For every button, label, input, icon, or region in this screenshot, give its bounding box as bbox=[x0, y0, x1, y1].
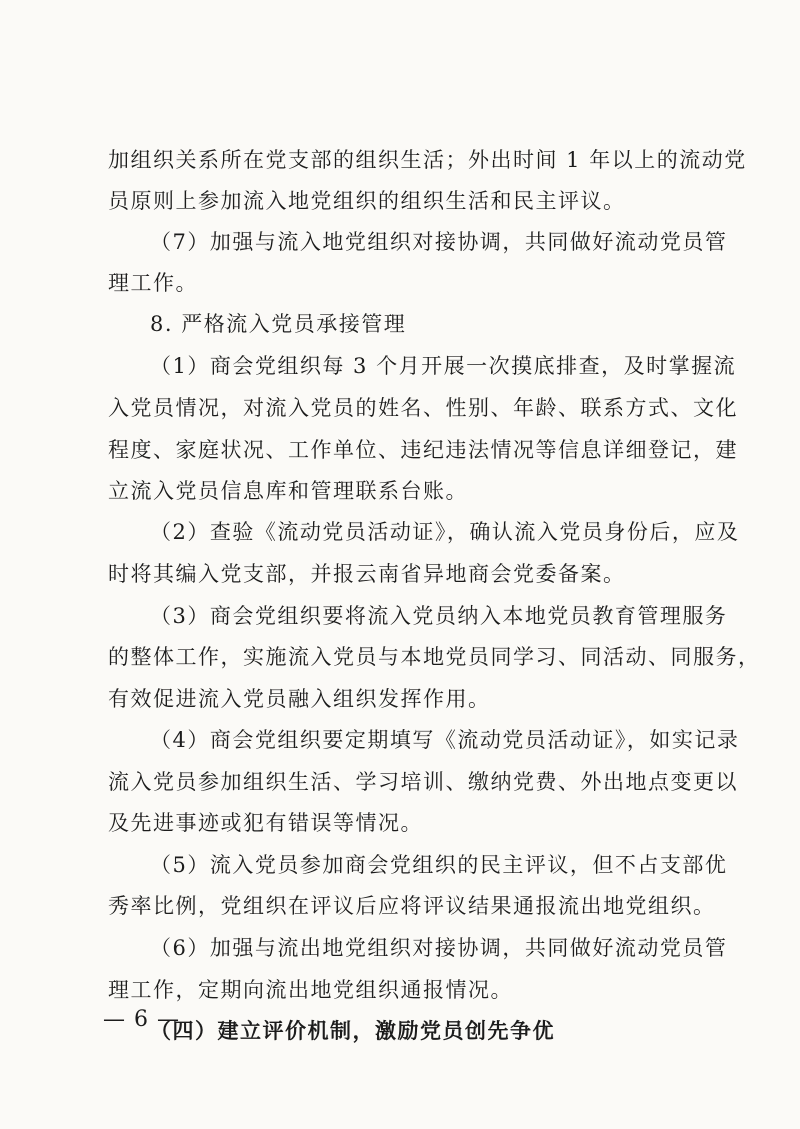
text-line: 入党员情况，对流入党员的姓名、性别、年龄、联系方式、文化 bbox=[108, 396, 738, 420]
text-line: 有效促进流入党员融入组织发挥作用。 bbox=[108, 687, 491, 711]
text-line: 的整体工作，实施流入党员与本地党员同学习、同活动、同服务， bbox=[108, 645, 761, 669]
text-line: （3）商会党组织要将流入党员纳入本地党员教育管理服务 bbox=[150, 604, 728, 628]
text-line: （5）流入党员参加商会党组织的民主评议，但不占支部优 bbox=[150, 853, 728, 877]
text-line: （7）加强与流入地党组织对接协调，共同做好流动党员管 bbox=[150, 230, 728, 254]
text-line: 员原则上参加流入地党组织的组织生活和民主评议。 bbox=[108, 189, 626, 213]
text-line: 立流入党员信息库和管理联系台账。 bbox=[108, 479, 468, 503]
text-line: （6）加强与流出地党组织对接协调，共同做好流动党员管 bbox=[150, 936, 728, 960]
text-line: 及先进事迹或犯有错误等情况。 bbox=[108, 811, 423, 835]
text-line: 理工作。 bbox=[108, 271, 198, 295]
text-line: 时将其编入党支部，并报云南省异地商会党委备案。 bbox=[108, 562, 626, 586]
text-line: （4）商会党组织要定期填写《流动党员活动证》，如实记录 bbox=[150, 728, 740, 752]
page-number: — 6 — bbox=[103, 1007, 180, 1032]
text-line: 理工作，定期向流出地党组织通报情况。 bbox=[108, 978, 513, 1002]
text-line: 加组织关系所在党支部的组织生活；外出时间 1 年以上的流动党 bbox=[108, 148, 747, 172]
text-line: 程度、家庭状况、工作单位、违纪违法情况等信息详细登记，建 bbox=[108, 438, 738, 462]
section-heading: 8. 严格流入党员承接管理 bbox=[150, 312, 407, 336]
text-line: （2）查验《流动党员活动证》，确认流入党员身份后，应及 bbox=[150, 520, 740, 544]
text-line: 流入党员参加组织生活、学习培训、缴纳党费、外出地点变更以 bbox=[108, 770, 738, 794]
text-line: （1）商会党组织每 3 个月开展一次摸底排查，及时掌握流 bbox=[150, 354, 737, 378]
text-line: 秀率比例，党组织在评议后应将评议结果通报流出地党组织。 bbox=[108, 894, 716, 918]
section-heading: （四）建立评价机制，激励党员创先争优 bbox=[150, 1018, 555, 1043]
